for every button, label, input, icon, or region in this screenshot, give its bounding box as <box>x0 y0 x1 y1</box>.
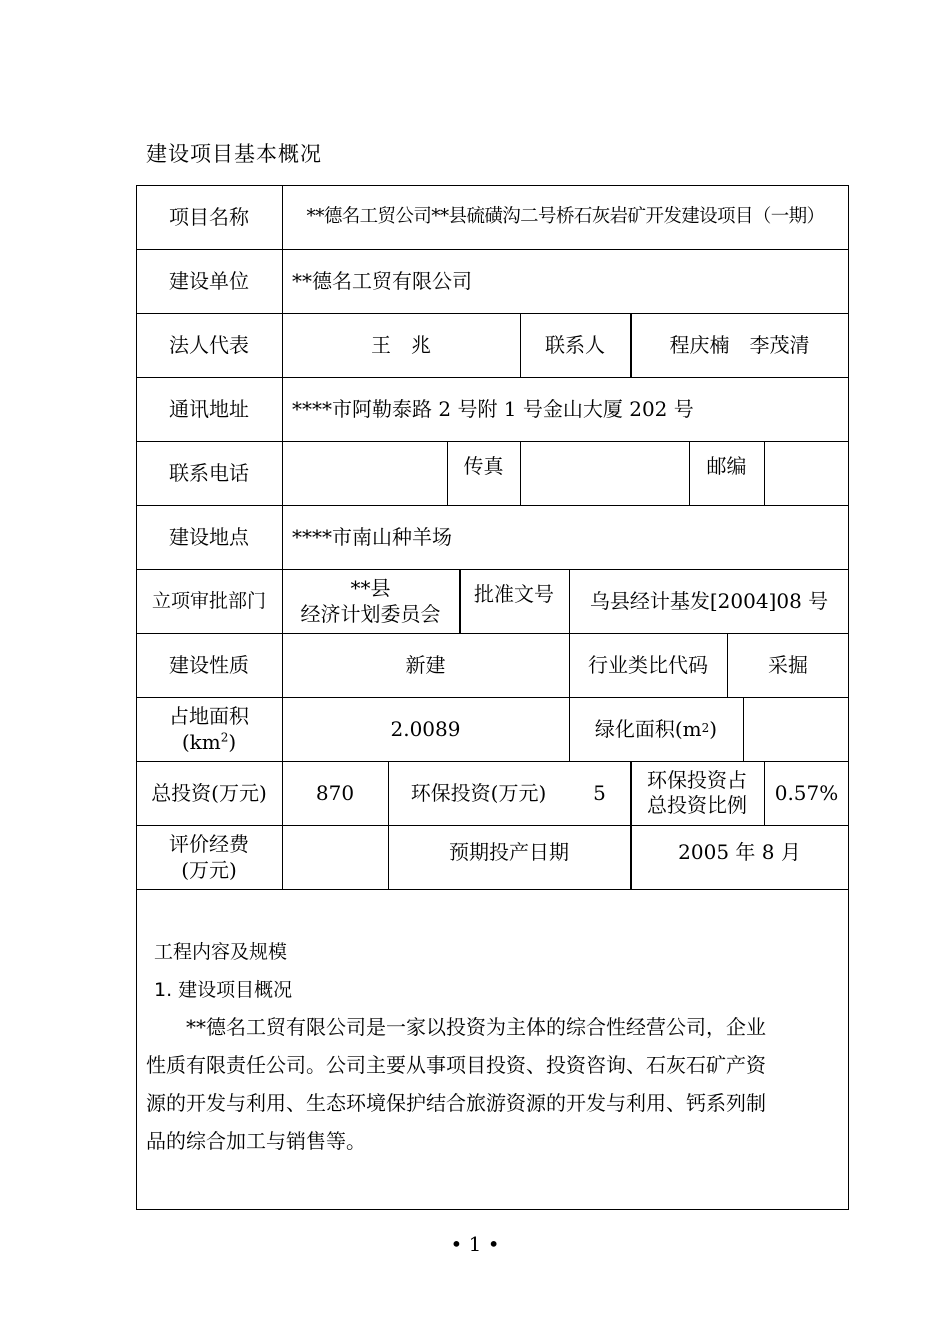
total-investment-value: 870 <box>315 781 355 805</box>
paragraph-line: 源的开发与利用、生态环境保护结合旅游资源的开发与利用、钙系列制 <box>146 1091 766 1115</box>
env-investment-label: 环保投资(万元) <box>410 781 547 805</box>
legal-rep-value: 王 兆 <box>371 333 431 357</box>
fax-label: 传真 <box>463 454 504 478</box>
section-subtitle: 1. 建设项目概况 <box>154 979 293 1001</box>
project-name-value: **德名工贸公司**县硫磺沟二号桥石灰岩矿开发建设项目（一期） <box>306 205 825 227</box>
approval-dept-label: 立项审批部门 <box>151 589 266 612</box>
area-label <box>136 697 282 761</box>
area-label-line1: 占地面积 <box>169 704 249 728</box>
contact-label: 联系人 <box>545 333 605 357</box>
section-title: 工程内容及规模 <box>154 941 288 963</box>
nature-label: 建设性质 <box>169 653 249 677</box>
postcode-value <box>764 441 849 505</box>
builder-label: 建设单位 <box>169 269 249 293</box>
builder-value: **德名工贸有限公司 <box>292 269 472 293</box>
project-name-label: 项目名称 <box>169 205 249 229</box>
production-date-value: 2005 年 8 月 <box>678 840 801 864</box>
industry-code-value: 采掘 <box>768 653 808 677</box>
env-ratio-value: 0.57% <box>774 781 839 805</box>
area-label-line2: $(km^2)$ <box>181 730 237 754</box>
postcode-label: 邮编 <box>706 454 747 478</box>
phone-value <box>282 441 447 505</box>
area-value: 2.0089 <box>390 717 461 741</box>
approval-dept-line2: 经济计划委员会 <box>300 602 441 626</box>
industry-code-label: 行业类比代码 <box>588 653 708 677</box>
approval-doc-value: 乌县经计基发[2004]08 号 <box>589 589 829 613</box>
paragraph-line: **德名工贸有限公司是一家以投资为主体的综合性经营公司，企业 <box>146 1015 766 1039</box>
phone-label: 联系电话 <box>169 461 249 485</box>
green-area-label: 绿化面积(m 2 ) <box>594 717 718 741</box>
paragraph-line: 品的综合加工与销售等。 <box>146 1129 366 1153</box>
production-date-label: 预期投产日期 <box>449 840 569 864</box>
site-value: ****市南山种羊场 <box>292 525 452 549</box>
address-label: 通讯地址 <box>169 397 249 421</box>
env-ratio-label-line1: 环保投资占 <box>647 768 747 792</box>
approval-dept-line1: **县 <box>350 576 391 600</box>
approval-doc-label: 批准文号 <box>474 582 554 606</box>
page-number: • 1 • <box>450 1232 500 1256</box>
green-area-value <box>743 697 849 761</box>
address-value: ****市阿勒泰路 2 号附 1 号金山大厦 202 号 <box>292 397 694 421</box>
page-title: 建设项目基本概况 <box>146 142 322 166</box>
env-ratio-label-line2: 总投资比例 <box>647 793 747 817</box>
approval-dept-value <box>282 569 459 633</box>
paragraph-line: 性质有限责任公司。公司主要从事项目投资、投资咨询、石灰石矿产资 <box>146 1053 766 1077</box>
env-investment-value: 5 <box>593 781 606 805</box>
site-label: 建设地点 <box>169 525 249 549</box>
row-divider <box>136 889 849 890</box>
overview-paragraph <box>146 1008 846 1160</box>
env-ratio-label <box>630 761 764 825</box>
nature-value: 新建 <box>405 653 446 677</box>
total-investment-label: 总投资(万元) <box>151 781 267 805</box>
contact-value: 程庆楠 李茂清 <box>669 333 810 357</box>
assessment-fee-label-line2: (万元) <box>181 858 237 882</box>
legal-rep-label: 法人代表 <box>169 333 249 357</box>
fax-value <box>520 441 689 505</box>
assessment-fee-value <box>282 825 388 889</box>
assessment-fee-label <box>136 825 282 889</box>
assessment-fee-label-line1: 评价经费 <box>169 832 249 856</box>
